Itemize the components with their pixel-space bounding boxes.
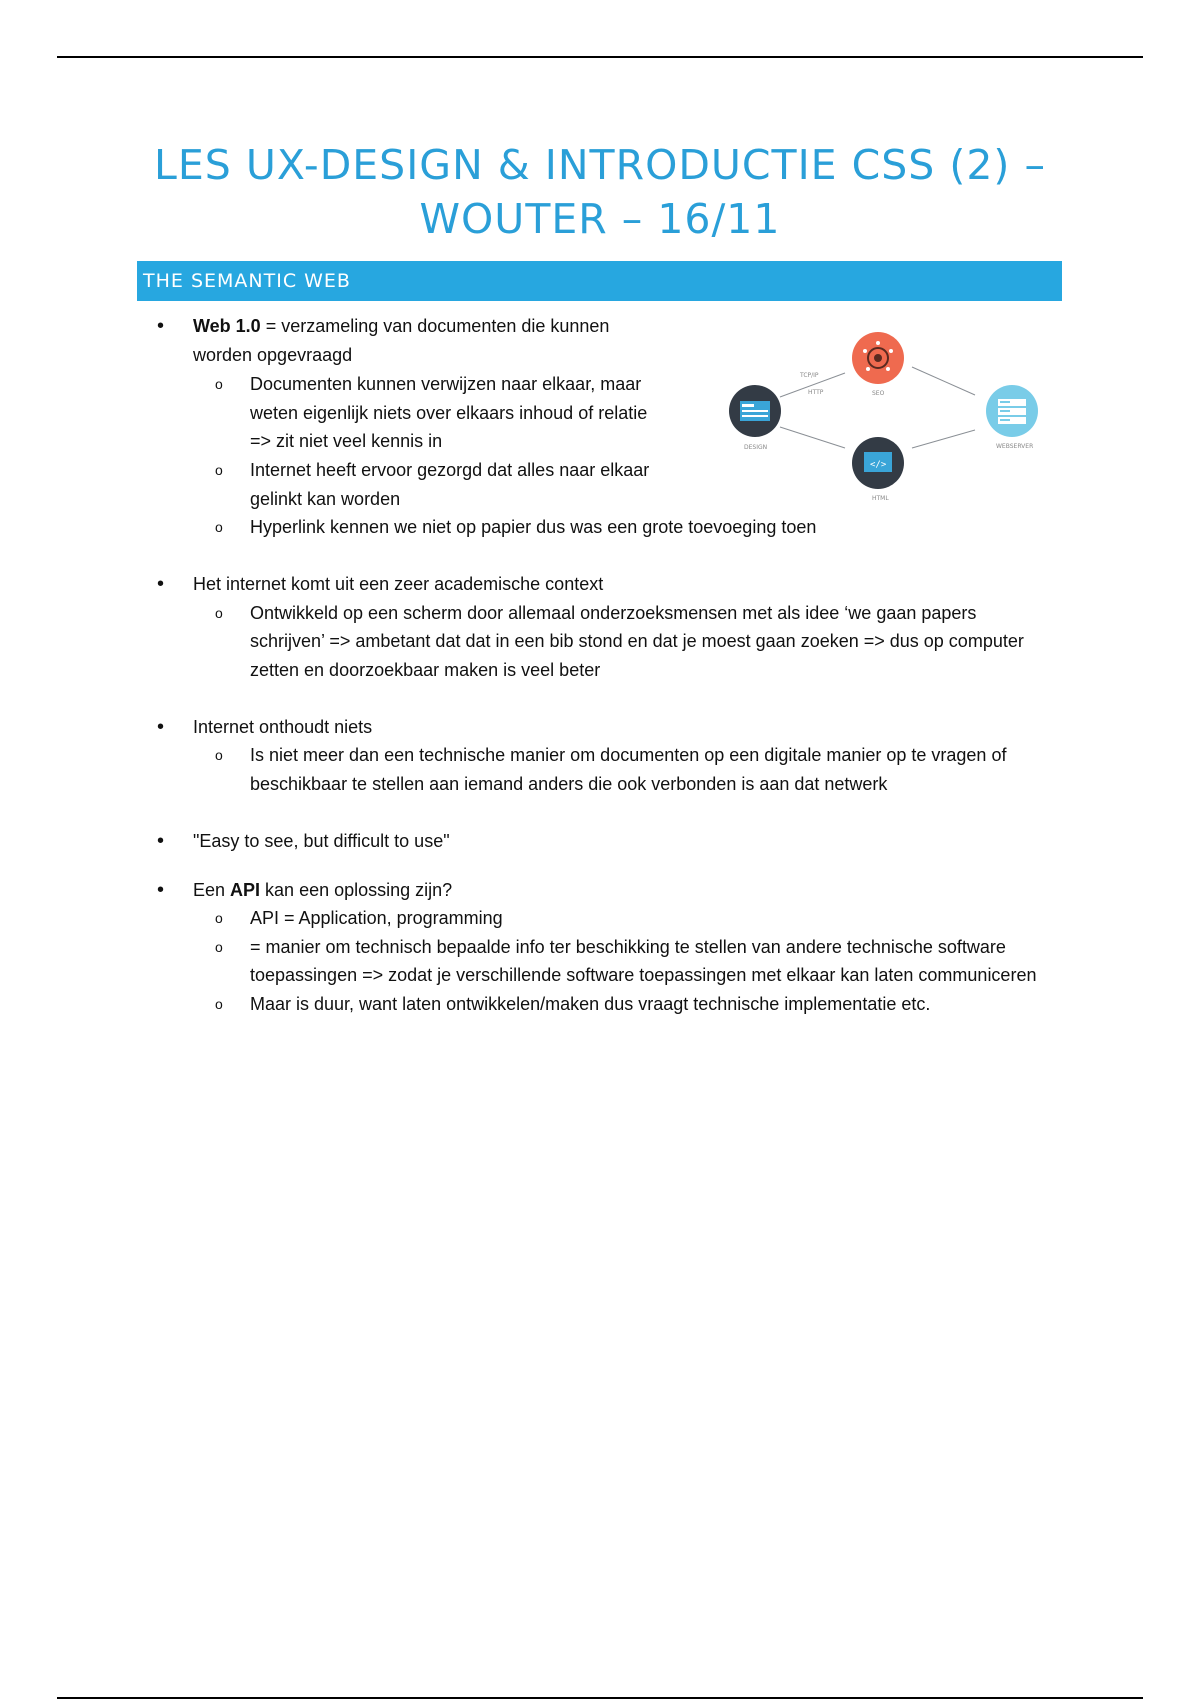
design-node [729,385,781,437]
title-line-2: WOUTER – 16/11 [419,195,781,243]
list-item [157,312,610,340]
html-node [852,437,904,489]
edge-label-tcpip: TCP/IP [800,372,819,379]
sub-item-text: Internet heeft ervoor gezorgd dat alles naar elkaar [250,460,650,480]
sub-item [215,741,1007,770]
sub-item-continuation: beschikbaar te stellen aan iemand anders die ook verbonden is aan dat netwerk [250,774,888,794]
svg-text:</>: </> [870,460,887,470]
seo-node-label: SEO [872,390,885,397]
sub-item-continuation: gelinkt kan worden [250,489,401,509]
webserver-node-label: WEBSERVER [996,443,1034,450]
edge-design-html [780,427,845,448]
circle-bullet-icon: o [215,747,223,763]
web-diagram [700,315,1060,505]
bullet-lead-bold: API [230,880,261,900]
bullet-dot: • [157,315,165,337]
sub-item-continuation: schrijven’ => ambetant dat dat in een bib stond en dat je moest gaan zoeken => dus op computer [250,631,1024,651]
edge-seo-webserver [912,367,975,395]
list-item [157,876,453,904]
list-item-continuation: worden opgevraagd [193,345,353,365]
edge-html-webserver [912,430,975,448]
sub-item [215,456,650,485]
bullet-dot: • [157,716,165,738]
bullet-dot: • [157,573,165,595]
sub-item-text: = manier om technisch bepaalde info ter beschikking te stellen van andere technische software [250,937,1006,957]
sub-item-text: Hyperlink kennen we niet op papier dus was een grote toevoeging toen [250,517,817,537]
circle-bullet-icon: o [215,996,223,1012]
bullet-lead-bold: Web 1.0 [193,316,261,336]
bullet-dot: • [157,830,165,852]
page-title [130,138,1070,246]
sub-item [215,933,1006,962]
bullet-text: Het internet komt uit een zeer academische context [193,574,604,594]
sub-item-text: Documenten kunnen verwijzen naar elkaar, maar [250,374,642,394]
circle-bullet-icon: o [215,376,223,392]
sub-item-text: Ontwikkeld op een scherm door allemaal onderzoeksmensen met als idee ‘we gaan papers [250,603,977,623]
sub-item [215,990,931,1019]
bullet-dot: • [157,879,165,901]
seo-node [852,332,904,384]
top-rule [57,56,1143,58]
sub-item [215,513,817,542]
sub-item-text: Is niet meer dan een technische manier om documenten op een digitale manier op te vragen of [250,745,1007,765]
circle-bullet-icon: o [215,605,223,621]
html-node-label: HTML [872,495,889,502]
bottom-rule [57,1697,1143,1699]
webserver-node [986,385,1038,437]
sub-item-continuation: weten eigenlijk niets over elkaars inhoud of relatie [250,403,648,423]
bullet-text: "Easy to see, but difficult to use" [193,831,450,851]
sub-item [215,370,642,399]
sub-item [215,599,977,628]
list-item [157,570,604,598]
sub-item-continuation: => zit niet veel kennis in [250,431,443,451]
bullet-text-post: kan een oplossing zijn? [260,880,453,900]
list-item [157,827,450,855]
list-item [157,713,373,741]
title-line-1: LES UX-DESIGN & INTRODUCTIE CSS (2) – [154,141,1046,189]
design-node-label: DESIGN [744,444,768,451]
circle-bullet-icon: o [215,910,223,926]
bullet-text: = verzameling van documenten die kunnen [260,316,610,336]
circle-bullet-icon: o [215,939,223,955]
bullet-text-pre: Een [193,880,231,900]
circle-bullet-icon: o [215,462,223,478]
sub-item-text: API = Application, programming [250,908,503,928]
section-heading: THE SEMANTIC WEB [137,261,1062,301]
sub-item [215,904,503,933]
bullet-text: Internet onthoudt niets [193,717,373,737]
sub-item-continuation: toepassingen => zodat je verschillende software toepassingen met elkaar kan laten communiceren [250,965,1037,985]
circle-bullet-icon: o [215,519,223,535]
sub-item-continuation: zetten en doorzoekbaar maken is veel beter [250,660,601,680]
sub-item-text: Maar is duur, want laten ontwikkelen/maken dus vraagt technische implementatie etc. [250,994,931,1014]
edge-label-http: HTTP [808,389,824,396]
